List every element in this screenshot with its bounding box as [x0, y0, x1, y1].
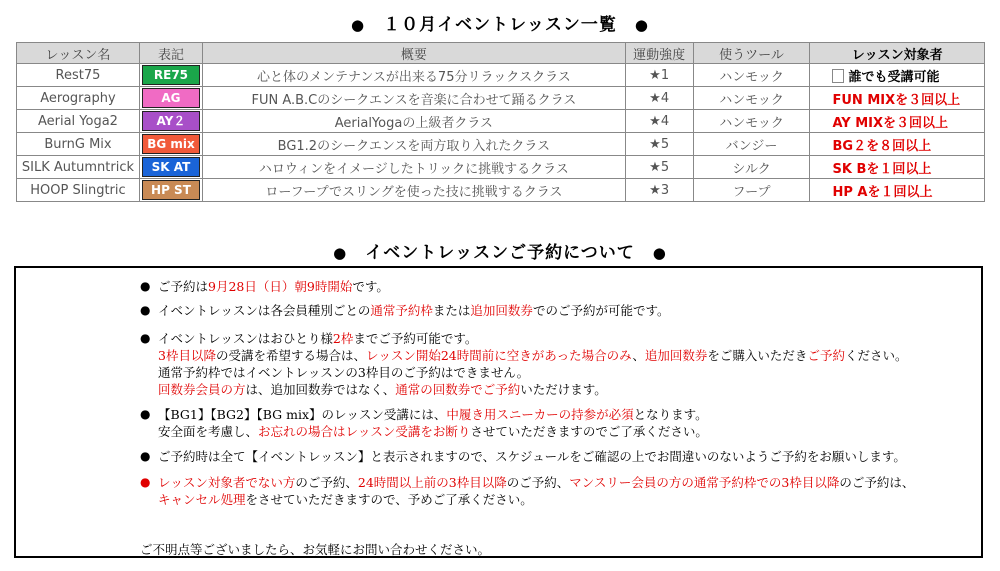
notice-text: までご予約可能です。: [353, 331, 478, 346]
bullet-icon: ●: [333, 244, 348, 262]
notice-text: の受講を希望する場合は、: [215, 348, 366, 363]
notice-text: でのご予約が可能です。: [532, 303, 670, 318]
notice-text: または: [432, 303, 471, 318]
lesson-badge: AG: [142, 88, 200, 108]
lesson-tool: シルク: [693, 156, 810, 179]
notice-text: ご予約時は全て【イベントレッスン】と表示されますので、スケジュールをご確認の上でお間違いのないようご予約をお願いします。: [158, 449, 906, 464]
lesson-intensity: ★4: [625, 110, 693, 133]
bullet-icon: ●: [140, 331, 151, 345]
column-header-tool: 使うツール: [693, 43, 810, 64]
notice-text: は、追加回数券ではなく、: [245, 382, 396, 397]
notice-item-sneakers: [140, 406, 954, 440]
notice-item-cancellation: [140, 474, 954, 508]
lesson-description: AerialYogaの上級者クラス: [202, 110, 625, 133]
notice-text: させていただきますのでご了承ください。: [470, 424, 708, 439]
notice-text: です。: [352, 279, 389, 294]
reservation-info-title: [0, 238, 1000, 263]
lesson-description: BG1.2のシークエンスを両方取り入れたクラス: [202, 133, 625, 156]
notice-highlight: マンスリー会員の方の通常予約枠での3枠目以降: [569, 475, 840, 490]
reservation-notice-box: [14, 266, 983, 558]
table-header-row: [17, 43, 985, 64]
bullet-icon: ●: [140, 475, 151, 489]
lesson-table: [16, 42, 985, 202]
notice-highlight: 中履き用スニーカーの持参が必須: [446, 407, 634, 422]
notice-highlight: 24時間以上前の3枠目以降: [357, 475, 507, 490]
notice-highlight: 3枠目以降: [158, 348, 216, 363]
bullet-icon: ●: [140, 303, 151, 317]
lesson-intensity: ★1: [625, 64, 693, 87]
notice-highlight: 通常予約枠: [370, 303, 433, 318]
notice-text: 安全面を考慮し、: [158, 424, 259, 439]
lesson-badge: BG mix: [142, 134, 200, 154]
notice-text: のご予約、: [506, 475, 570, 490]
lesson-target: AY MIXを３回以上: [810, 110, 985, 133]
table-row: [17, 110, 985, 133]
notice-text: 、: [632, 348, 645, 363]
lesson-badge: SK AT: [142, 157, 200, 177]
lesson-name: SILK Autumntrick: [17, 156, 140, 179]
lesson-tool: ハンモック: [693, 64, 810, 87]
notice-highlight: お忘れの場合はレッスン受講をお断り: [258, 424, 471, 439]
lesson-tool: バンジー: [693, 133, 810, 156]
notice-item-booking-method: [140, 302, 954, 319]
notice-item-start-date: [140, 278, 954, 295]
notice-text: いただけます。: [520, 382, 607, 397]
table-row: [17, 179, 985, 202]
notice-highlight: ご予約: [807, 348, 845, 363]
bullet-icon: ●: [634, 16, 650, 34]
notice-text: のご予約は、: [839, 475, 915, 490]
table-row: [17, 87, 985, 110]
notice-highlight: レッスン開始24時間前に空きがあった場合のみ: [365, 348, 633, 363]
column-header-target: レッスン対象者: [810, 43, 985, 64]
notice-text: ください。: [844, 348, 908, 363]
lesson-target: [810, 64, 985, 87]
notice-text: ご予約は: [158, 279, 209, 294]
bullet-icon: ●: [652, 244, 667, 262]
lesson-target: HP Aを１回以上: [810, 179, 985, 202]
notice-text: をご購入いただき: [707, 348, 808, 363]
notice-highlight: キャンセル処理: [158, 492, 246, 507]
notice-item-booking-limit: [140, 330, 954, 398]
notice-highlight: 回数券会員の方: [158, 382, 246, 397]
notice-highlight: 2枠: [332, 331, 354, 346]
lesson-name: Aerial Yoga2: [17, 110, 140, 133]
notice-text: となります。: [633, 407, 708, 422]
lesson-description: ローフープでスリングを使った技に挑戦するクラス: [202, 179, 625, 202]
lesson-name: Aerography: [17, 87, 140, 110]
notice-text: イベントレッスンはおひとり様: [158, 331, 333, 346]
reservation-info-title-text: イベントレッスンご予約について: [365, 243, 635, 263]
column-header-intensity: 運動強度: [625, 43, 693, 64]
column-header-notation: 表記: [139, 43, 202, 64]
lesson-badge: AY２: [142, 111, 200, 131]
column-header-overview: 概要: [202, 43, 625, 64]
lesson-list-title: [0, 10, 1000, 35]
bullet-icon: ●: [140, 449, 151, 463]
lesson-tool: フープ: [693, 179, 810, 202]
lesson-badge: HP ST: [142, 180, 200, 200]
lesson-target: SK Bを１回以上: [810, 156, 985, 179]
lesson-name: HOOP Slingtric: [17, 179, 140, 202]
table-row: [17, 64, 985, 87]
lesson-description: 心と体のメンテナンスが出来る75分リラックスクラス: [202, 64, 625, 87]
notice-text: のご予約、: [295, 475, 358, 490]
notice-text: イベントレッスンは各会員種別ごとの: [158, 303, 371, 318]
lesson-target-text: 誰でも受講可能: [848, 69, 940, 85]
notice-highlight: 追加回数券: [644, 348, 708, 363]
lesson-description: FUN A.B.Cのシークエンスを音楽に合わせて踊るクラス: [202, 87, 625, 110]
lesson-name: BurnG Mix: [17, 133, 140, 156]
lesson-name: Rest75: [17, 64, 140, 87]
bullet-icon: ●: [140, 407, 151, 421]
lesson-intensity: ★5: [625, 156, 693, 179]
notice-highlight: 通常の回数券でご予約: [395, 382, 521, 397]
notice-highlight: レッスン対象者でない方: [158, 475, 296, 490]
notice-item-schedule-check: [140, 448, 954, 465]
lesson-intensity: ★4: [625, 87, 693, 110]
lesson-tool: ハンモック: [693, 87, 810, 110]
inquiry-footer: ご不明点等ございましたら、お気軽にお問い合わせください。: [140, 542, 491, 557]
lesson-target: FUN MIXを３回以上: [810, 87, 985, 110]
book-icon: [832, 69, 844, 83]
notice-highlight: 9月28日（日）朝9時開始: [208, 279, 353, 294]
table-row: [17, 156, 985, 179]
notice-text: 通常予約枠ではイベントレッスンの3枠目のご予約はできません。: [158, 365, 530, 380]
lesson-badge: RE75: [142, 65, 200, 85]
lesson-description: ハロウィンをイメージしたトリックに挑戦するクラス: [202, 156, 625, 179]
notice-text: をさせていただきますので、予めご了承ください。: [245, 492, 533, 507]
lesson-list-title-text: １０月イベントレッスン一覧: [383, 15, 617, 35]
lesson-intensity: ★3: [625, 179, 693, 202]
lesson-target: BG２を８回以上: [810, 133, 985, 156]
notice-text: 【BG1】【BG2】【BG mix】のレッスン受講には、: [158, 407, 447, 422]
table-row: [17, 133, 985, 156]
notice-highlight: 追加回数券: [470, 303, 533, 318]
column-header-lesson-name: レッスン名: [17, 43, 140, 64]
lesson-intensity: ★5: [625, 133, 693, 156]
bullet-icon: ●: [350, 16, 366, 34]
lesson-tool: ハンモック: [693, 110, 810, 133]
bullet-icon: ●: [140, 279, 151, 293]
